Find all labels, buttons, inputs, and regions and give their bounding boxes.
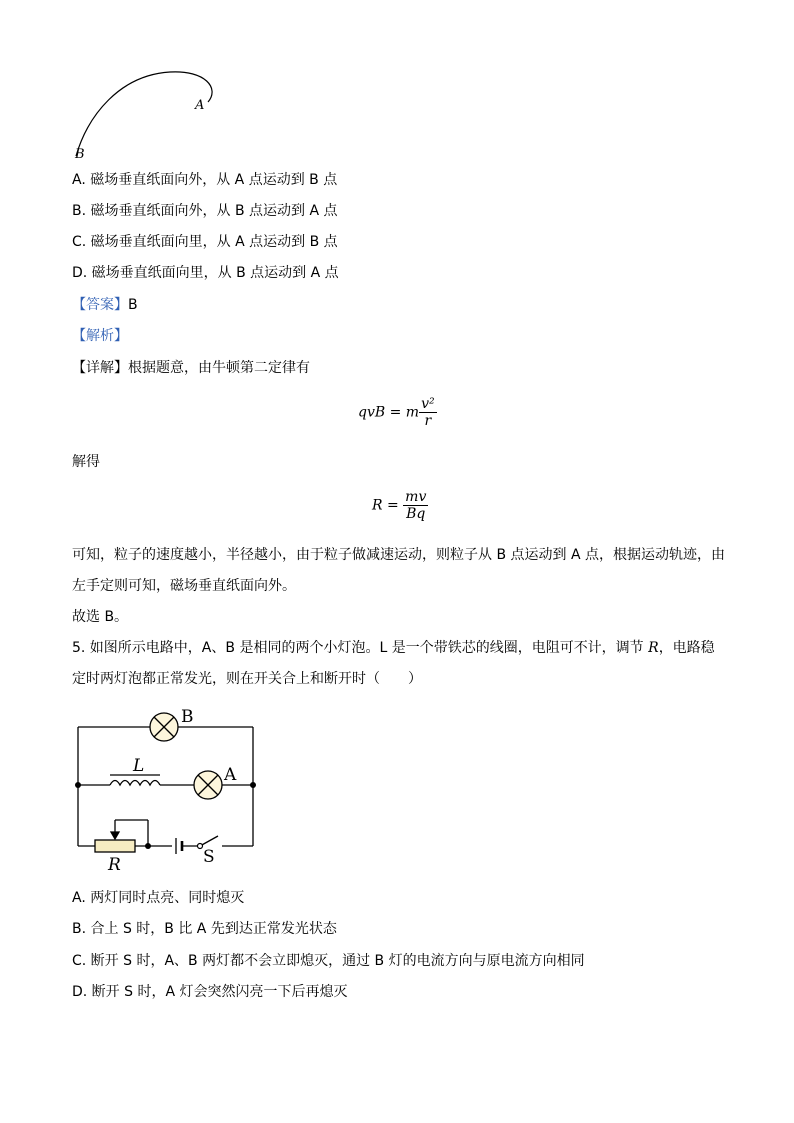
answer-line (72, 295, 138, 315)
coil-label: L (133, 756, 145, 776)
formula1-den: r (424, 413, 432, 429)
switch-pivot (198, 844, 203, 849)
trajectory-arc (76, 72, 212, 156)
q4-option-c: C. 磁场垂直纸面向里，从 A 点运动到 B 点 (72, 234, 338, 250)
choose-line: 故选 B。 (72, 609, 129, 625)
formula1-lhs: qvB = m (358, 404, 420, 421)
detail-tag: 【详解】 (72, 360, 128, 376)
lamp-a-label: A (224, 765, 237, 785)
resistor-label: R (108, 855, 121, 875)
formula1-num: v² (421, 396, 435, 412)
solve-text: 解得 (72, 454, 100, 470)
circuit-diagram (60, 700, 280, 880)
point-a-label: A (195, 98, 205, 113)
conclusion-line-2: 左手定则可知，磁场垂直纸面向外。 (72, 578, 296, 594)
q5-stem-line-1 (72, 638, 715, 658)
q5-stem-part-b: ，电路稳 (658, 640, 715, 656)
formula1-fraction (419, 396, 437, 429)
point-b-label: B (75, 147, 85, 162)
formula2-fraction (403, 489, 428, 522)
q5-stem-line-2: 定时两灯泡都正常发光，则在开关合上和断开时（ ） (72, 671, 422, 687)
q5-option-a: A. 两灯同时点亮、同时熄灭 (72, 890, 245, 906)
coil-l (110, 781, 160, 786)
q4-option-d: D. 磁场垂直纸面向里，从 B 点运动到 A 点 (72, 265, 339, 281)
junction-dot (75, 782, 81, 788)
lamp-a-icon (194, 771, 222, 799)
switch-label: S (203, 847, 215, 867)
answer-tag: 【答案】 (72, 297, 128, 313)
junction-dot (250, 782, 256, 788)
lamp-b-label: B (181, 707, 194, 727)
q4-option-a: A. 磁场垂直纸面向外，从 A 点运动到 B 点 (72, 172, 338, 188)
q5-option-d: D. 断开 S 时，A 灯会突然闪亮一下后再熄灭 (72, 984, 348, 1000)
formula2-lhs: R = (372, 497, 404, 514)
formula2-den: Bq (406, 506, 426, 522)
formula-newton (358, 396, 437, 429)
formula2-num: mv (405, 489, 427, 505)
detail-text: 根据题意，由牛顿第二定律有 (128, 360, 310, 376)
q4-option-b: B. 磁场垂直纸面向外，从 B 点运动到 A 点 (72, 203, 338, 219)
formula-radius (372, 489, 428, 522)
detail-line (72, 358, 310, 378)
q5-option-b: B. 合上 S 时，B 比 A 先到达正常发光状态 (72, 921, 337, 937)
conclusion-line-1: 可知，粒子的速度越小，半径越小，由于粒子做减速运动，则粒子从 B 点运动到 A 点，根据运动轨迹，由 (72, 547, 725, 563)
q5-option-c: C. 断开 S 时，A、B 两灯都不会立即熄灭，通过 B 灯的电流方向与原电流方向相同 (72, 953, 585, 969)
q5-stem-part-a: 5. 如图所示电路中，A、B 是相同的两个小灯泡。L 是一个带铁芯的线圈，电阻可不计，调节 (72, 640, 649, 656)
q5-stem-r: R (648, 640, 659, 656)
answer-value: B (128, 297, 138, 313)
resistor-r-icon (95, 840, 135, 852)
lamp-b-icon (150, 713, 178, 741)
trajectory-figure (60, 60, 230, 170)
analysis-tag: 【解析】 (72, 328, 128, 344)
junction-dot (145, 843, 151, 849)
